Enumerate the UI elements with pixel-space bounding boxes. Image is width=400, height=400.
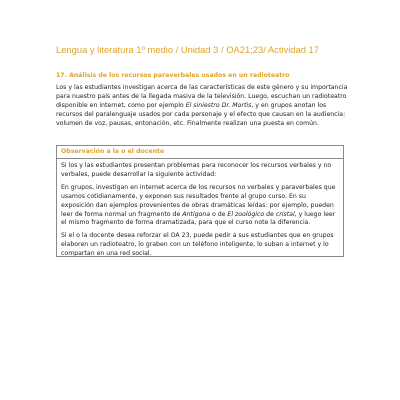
- note-p2-part1: En grupos, investigan en internet acerca de los recursos no verbales y paraverbales que usamos cotidianamente, y exponen sus resultados frente al grupo curso. En su exposición dan ejemplos provenientes de obras dramáticas leídas: por ejemplo, pueden leer de forma normal un fragmento de: [61, 183, 336, 218]
- teacher-note-title: Observación a la o el docente: [57, 148, 343, 159]
- note-p2-part3: , y luego leer el mismo fragmento de forma dramatizada, para que el curso note la diferencia.: [61, 210, 336, 227]
- activity-intro: [56, 84, 348, 129]
- intro-text-part2: , y en grupos anotan los recursos del paralenguaje usados por cada personaje y el efecto que causan en la audiencia: volumen de voz, pausas, entonación, etc. Finalmente realizan una puesta en común.: [56, 101, 346, 127]
- activity-title: 17. Análisis de los recursos paraverbales usados en un radioteatro: [56, 72, 290, 79]
- teacher-note-paragraph-3: Si el o la docente desea reforzar el OA 23, puede pedir a sus estudiantes que en grupos elaboren un radioteatro, lo graben con un teléfono inteligente, lo suban a internet y lo compartan en una red social.: [61, 232, 334, 258]
- page-header: Lengua y literatura 1º medio / Unidad 3 / OA21;23/ Actividad 17: [56, 44, 319, 55]
- note-p2-italic-antigona: Antígona: [182, 210, 210, 218]
- teacher-note-paragraph-2: [61, 184, 339, 229]
- note-p2-part2: o de: [210, 210, 228, 218]
- intro-text-part1: Los y las estudiantes investigan acerca de las características de este género y su importancia para nuestro país antes de la llegada masiva de la televisión. Luego, escuchan un radioteatro disponible en internet, como por ejemplo: [56, 84, 348, 109]
- teacher-note-box: [56, 145, 344, 257]
- teacher-note-paragraph-1: Si los y las estudiantes presentan problemas para reconocer los recursos verbales y no verbales, puede desarrollar la siguiente actividad:: [61, 162, 332, 178]
- note-p2-italic-zoologico: El zoológico de cristal: [227, 210, 295, 218]
- intro-italic-title: El siniestro Dr. Mortis: [185, 101, 252, 109]
